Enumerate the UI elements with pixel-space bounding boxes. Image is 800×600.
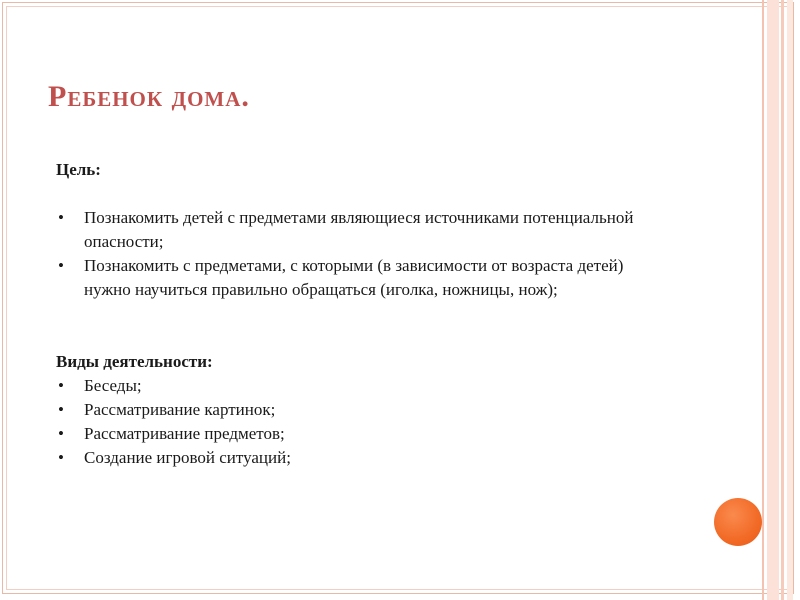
decor-band bbox=[767, 0, 779, 600]
list-item: • Создание игровой ситуаций; bbox=[56, 446, 666, 470]
decor-band bbox=[781, 0, 784, 600]
decor-band bbox=[762, 0, 764, 600]
list-item: • Познакомить детей с предметами являющиеся источниками потенциальной опасности; bbox=[56, 206, 666, 254]
list-item: • Рассматривание картинок; bbox=[56, 398, 666, 422]
activities-list bbox=[56, 374, 666, 470]
slide-content bbox=[56, 158, 666, 470]
decor-circle bbox=[714, 498, 762, 546]
goal-heading: Цель: bbox=[56, 160, 101, 179]
list-item: • Познакомить с предметами, с которыми (в зависимости от возраста детей) нужно научиться правильно обращаться (иголка, ножницы, нож); bbox=[56, 254, 666, 302]
slide-title: Ребенок дома. bbox=[48, 80, 250, 113]
goal-list bbox=[56, 206, 666, 302]
activities-heading: Виды деятельности: bbox=[56, 352, 213, 371]
list-item: • Беседы; bbox=[56, 374, 666, 398]
list-item: • Рассматривание предметов; bbox=[56, 422, 666, 446]
decor-band bbox=[787, 0, 793, 600]
